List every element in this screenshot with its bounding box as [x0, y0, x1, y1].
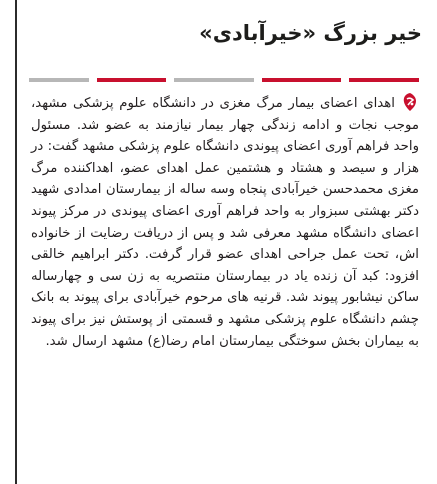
divider-segment [349, 78, 419, 82]
article-body [31, 92, 419, 352]
divider-segment [174, 78, 254, 82]
newspaper-logo-icon [401, 92, 419, 112]
divider-segment [29, 78, 89, 82]
divider-segment [97, 78, 167, 82]
column-border [15, 0, 17, 484]
article-text: اهدای اعضای بیمار مرگ مغزی در دانشگاه علوم پزشکی مشهد، موجب نجات و ادامه زندگی چهار بیمار نیازمند به عضو شد. مسئول واحد فراهم آوری اعضای پیوندی دانشگاه علوم پزشکی مشهد گفت: در هزار و سیصد و هشتاد و هشتمین عمل اهدای عضو، اهداکننده مرگ مغزی محمدحسن خیرآبادی پنجاه وسه ساله از بیمارستان امدادی شهید دکتر بهشتی سبزوار به واحد فراهم آوری اعضای پیوندی در مرکز پیوند اعضای دانشگاه مشهد معرفی شد و پس از دریافت رضایت از خانواده اش، تحت عمل جراحی اهدای عضو قرار گرفت. دکتر ابراهیم خالقی افزود: کبد آن زنده یاد در بیمارستان منتصریه به زن سی و چهارساله ساکن نیشابور پیوند شد. قرنیه های مرحوم خیرآبادی برای پیوند به بانک چشم دانشگاه علوم پزشکی مشهد و قسمتی از پوستش نیز برای پیوند به بیماران بخش سوختگی بیمارستان امام رضا(ع) مشهد ارسال شد. [31, 96, 419, 349]
headline-divider [29, 78, 419, 82]
divider-segment [262, 78, 342, 82]
article-headline: خیر بزرگ «خیرآبادی» [199, 21, 422, 45]
